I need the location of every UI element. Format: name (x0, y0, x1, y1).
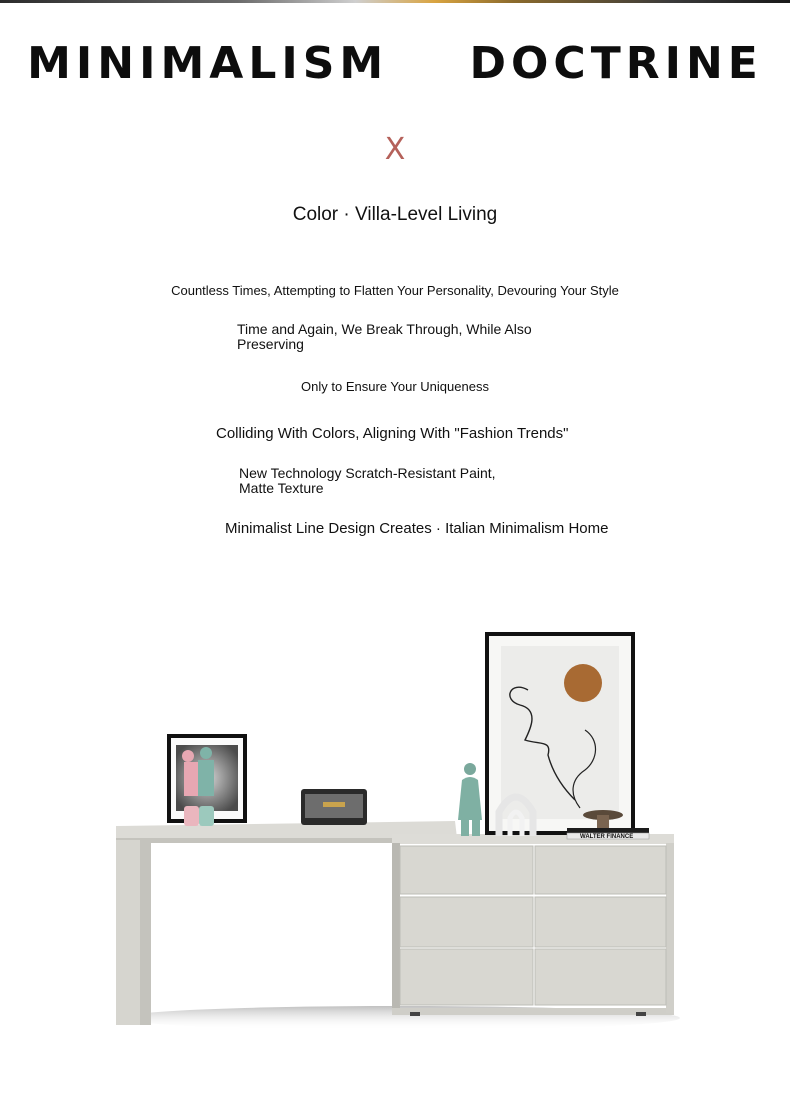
copy-line-5a: New Technology Scratch-Resistant Paint, (239, 465, 496, 481)
divider-x-mark: X (384, 132, 406, 167)
speaker (301, 789, 367, 825)
copy-line-1: Countless Times, Attempting to Flatten Your Personality, Devouring Your Style (171, 283, 619, 298)
book-spine-text: WALTER FINANCE (580, 834, 634, 840)
statue-figure (458, 763, 482, 836)
figurine-pair (184, 806, 214, 826)
book-stack (567, 828, 649, 840)
copy-line-2a: Time and Again, We Break Through, While Also (237, 321, 532, 337)
drawer-cabinet (392, 834, 674, 1016)
copy-line-5b: Matte Texture (239, 480, 324, 496)
copy-line-6: Minimalist Line Design Creates · Italian Minimalism Home (225, 520, 609, 537)
copy-line-3: Only to Ensure Your Uniqueness (301, 379, 489, 394)
copy-line-4: Colliding With Colors, Aligning With "Fashion Trends" (216, 425, 569, 442)
copy-line-2b: Preserving (237, 336, 304, 352)
page-title: MINIMALISM DOCTRINE (27, 38, 763, 89)
subtitle: Color · Villa-Level Living (292, 204, 498, 225)
